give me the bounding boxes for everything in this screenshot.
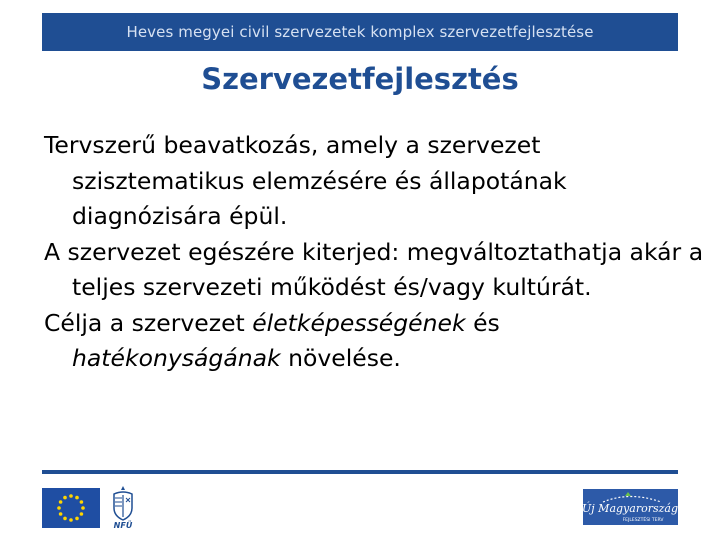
svg-text:NFÜ: NFÜ [113,521,133,530]
nfu-logo [108,484,138,530]
footer-divider [42,470,678,474]
goal-text-mid: és [465,308,500,337]
paragraph-definition: Tervszerű beavatkozás, amely a szervezet szisztematikus elemzésére és állapotának diagnózisára épül. [44,131,567,230]
paragraph-scope: A szervezet egészére kiterjed: megváltoztathatja akár a teljes szervezeti működést és/vagy kultúrát. [44,237,704,301]
goal-emphasis-viability: életképességének [252,308,466,337]
paragraph-goal [44,306,704,377]
svg-text:FEJLESZTÉSI TERV: FEJLESZTÉSI TERV [622,518,664,523]
svg-text:Új Magyarország: Új Magyarország [583,502,678,515]
eu-flag-icon [42,488,100,528]
uj-magyarorszag-logo [583,489,678,525]
slide-content [44,128,704,377]
header-bar [42,13,678,51]
header-text: Heves megyei civil szervezetek komplex szervezetfejlesztése [126,23,594,41]
goal-text-start: Célja a szervezet [44,308,253,337]
goal-emphasis-efficiency: hatékonyságának [72,344,281,372]
goal-text-end: növelése. [280,344,401,372]
slide-title: Szervezetfejlesztés [201,62,519,96]
